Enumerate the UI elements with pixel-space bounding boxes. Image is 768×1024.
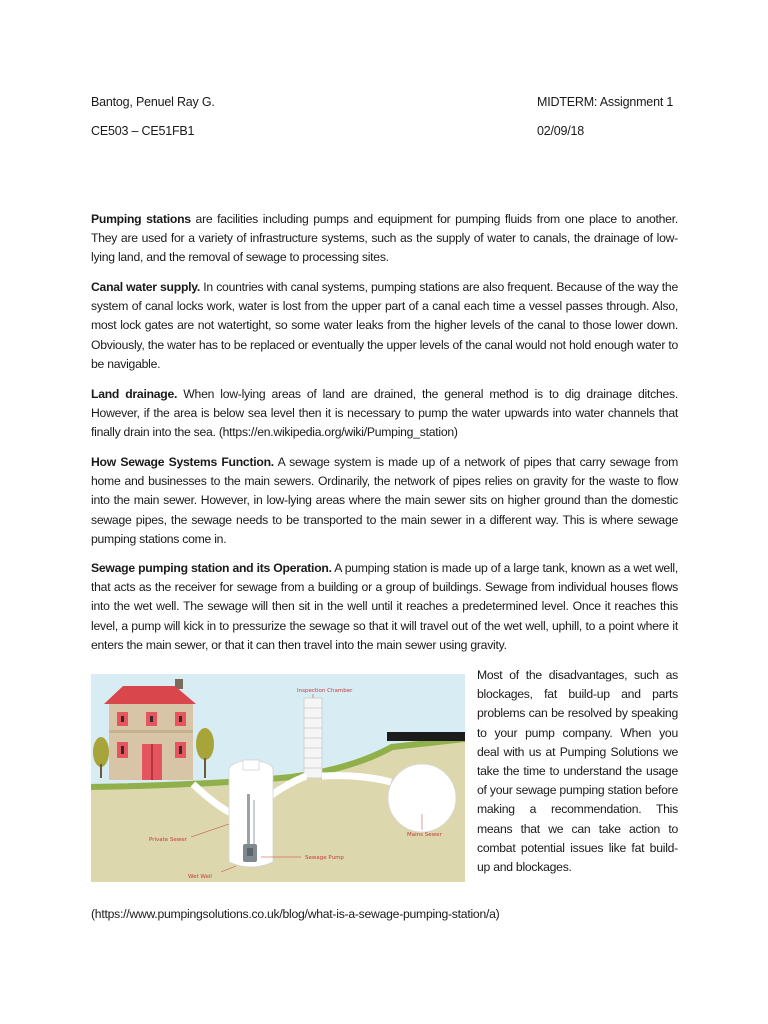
paragraph-heading: Sewage pumping station and its Operation. <box>91 561 332 575</box>
paragraph-land-drainage <box>91 385 678 443</box>
paragraph-pumping-stations <box>91 210 678 268</box>
assignment-title: MIDTERM: Assignment 1 <box>537 95 674 109</box>
label-sewage-pump: Sewage Pump <box>305 855 344 861</box>
paragraph-body: are facilities including pumps and equipment for pumping fluids from one place to another. They are used for a variety of infrastructure systems, such as the supply of water to canals, the drainage of low-lying land, and the removal of sewage to processing sites. <box>91 212 678 265</box>
label-wet-well: Wet Well <box>188 874 212 880</box>
label-private-sewer: Private Sewer <box>149 837 187 843</box>
paragraph-heading: Pumping stations <box>91 212 191 226</box>
paragraph-sewage-systems <box>91 453 678 549</box>
paragraph-canal-water-supply <box>91 278 678 374</box>
date: 02/09/18 <box>537 124 585 138</box>
paragraph-body: When low-lying areas of land are drained, the general method is to dig drainage ditches. However, if the area is below sea level then it is necessary to pump the water upwards into water channels that finally drain into the sea. (https://en.wikipedia.org/wiki/Pumping_station) <box>91 387 678 440</box>
side-paragraph: Most of the disadvantages, such as blockages, fat build-up and parts problems can be resolved by speaking to your pump company. When you deal with us at Pumping Solutions we take the time to understand the usage of your sewage pumping station before making a recommendation. This means that we can take action to combat potential issues like fat build-up and blockages. <box>477 668 678 875</box>
paragraph-heading: How Sewage Systems Function. <box>91 455 274 469</box>
paragraph-body: A sewage system is made up of a network of pipes that carry sewage from home and businesses to the main sewers. Ordinarily, the network of pipes relies on gravity for the waste to flow into the main sewer. However, in low-lying areas where the main sewer sits on higher ground than the domestic sewage pipes, the sewage needs to be transported to the main sewer in a different way. This is where sewage pumping stations come in. <box>91 455 679 546</box>
label-mains-sewer: Mains Sewer <box>407 832 442 838</box>
sewage-pumping-station-diagram <box>91 674 465 882</box>
paragraph-pumping-station-operation <box>91 559 678 655</box>
paragraph-heading: Canal water supply. <box>91 280 201 294</box>
paragraph-body: In countries with canal systems, pumping stations are also frequent. Because of the way the system of canal locks work, water is lost from the upper part of a canal each time a vessel passes through. Also, most lock gates are not watertight, so some water leaks from the higher levels of the canal to those lower down. Obviously, the water has to be replaced or eventually the upper levels of the canal would not hold enough water to be navigable. <box>91 280 678 371</box>
label-inspection-chamber: Inspection Chamber <box>297 688 353 694</box>
course-code: CE503 – CE51FB1 <box>91 124 195 138</box>
paragraph-body: A pumping station is made up of a large tank, known as a wet well, that acts as the receiver for sewage from a building or a group of buildings. Sewage from individual houses flows into the wet well. The sewage will then sit in the well until it reaches a predetermined level. Once it reaches this level, a pump will kick in to pressurize the sewage so that it will travel out of the wet well, uphill, to a point where it enters the main sewer, or that it can then travel into the main sewer using gravity. <box>91 561 678 652</box>
reference-url: (https://www.pumpingsolutions.co.uk/blog/what-is-a-sewage-pumping-station/a) <box>91 907 500 921</box>
author-name: Bantog, Penuel Ray G. <box>91 95 215 109</box>
paragraph-heading: Land drainage. <box>91 387 178 401</box>
